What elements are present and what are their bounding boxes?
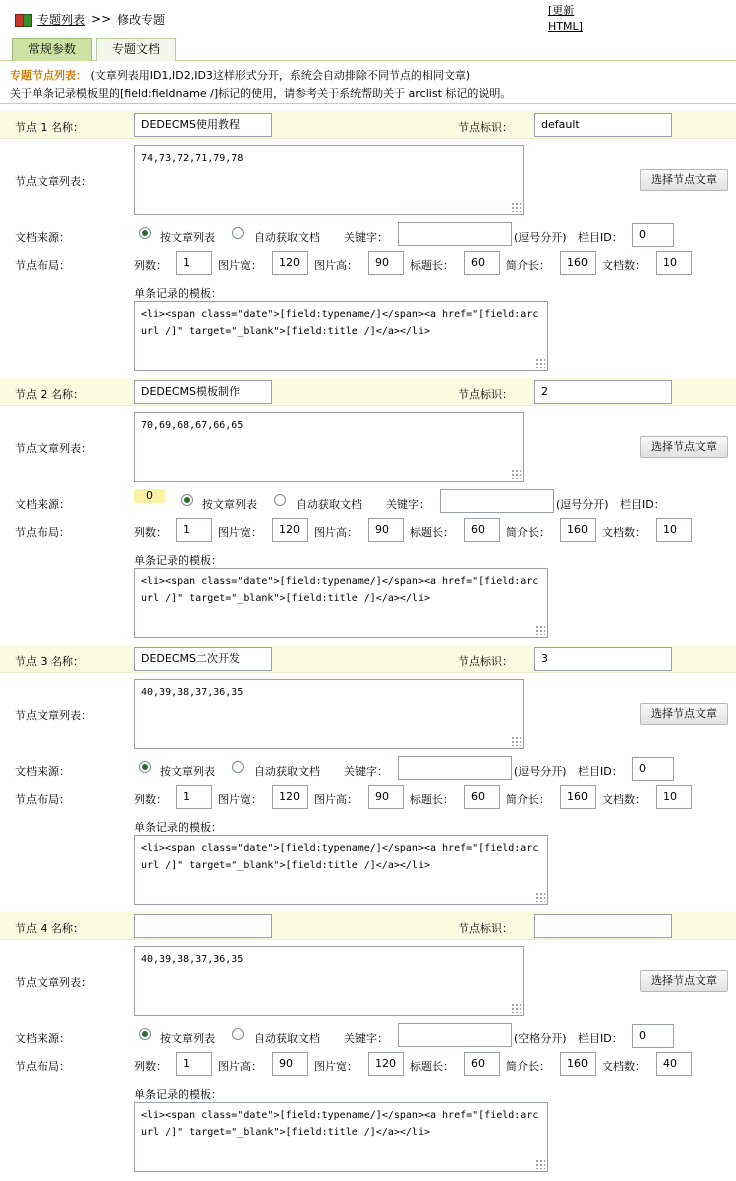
layout-field-input[interactable]: 160 <box>560 251 596 275</box>
doc-source-label: 文档来源： <box>15 498 70 511</box>
keyword-input[interactable] <box>398 222 512 246</box>
record-template-value: <li><span class="date">[field:typename/]</span><a href="[field:arcurl /]" target="_blank">[field:title /]</a></li> <box>141 576 539 604</box>
layout-field-input[interactable]: 1 <box>176 785 212 809</box>
layout-field-label: 图片高： <box>314 793 358 806</box>
typeid-label: 栏目ID： <box>620 498 665 511</box>
node-id-label: 节点标识： <box>458 121 513 134</box>
resize-grip-icon[interactable] <box>535 892 545 902</box>
node-layout-label: 节点布局： <box>15 793 70 806</box>
node-name-label: 节点 4 名称： <box>15 922 84 935</box>
node-article-list-value: 40,39,38,37,36,35 <box>141 687 244 698</box>
typeid-label: 栏目ID： <box>578 1032 623 1045</box>
node-section-1 <box>0 111 736 373</box>
source-by-list-radio[interactable] <box>139 761 151 773</box>
layout-field-input[interactable]: 160 <box>560 785 596 809</box>
layout-field-input[interactable]: 60 <box>464 785 500 809</box>
keyword-separator-hint: (逗号分开) <box>514 231 567 244</box>
layout-field-label: 列数： <box>134 526 167 539</box>
node-layout-label: 节点布局： <box>15 526 70 539</box>
layout-field-input[interactable]: 60 <box>464 1052 500 1076</box>
layout-field-label: 文档数： <box>602 259 646 272</box>
source-by-list-radio[interactable] <box>139 227 151 239</box>
source-auto-radio[interactable] <box>274 494 286 506</box>
layout-field-label: 图片高： <box>218 1060 262 1073</box>
node-article-list-label: 节点文章列表： <box>15 709 92 722</box>
select-node-articles-button[interactable]: 选择节点文章 <box>640 703 728 725</box>
resize-grip-icon[interactable] <box>511 469 521 479</box>
keyword-label: 关键字： <box>344 231 388 244</box>
layout-field-label: 图片宽： <box>218 526 262 539</box>
record-template-label: 单条记录的模板： <box>134 1088 222 1101</box>
record-template-textarea[interactable] <box>134 835 548 905</box>
layout-field-label: 简介长： <box>506 259 550 272</box>
node-id-label: 节点标识： <box>458 655 513 668</box>
node-article-list-textarea[interactable] <box>134 412 524 482</box>
keyword-separator-hint: (逗号分开) <box>514 765 567 778</box>
node-name-input[interactable]: DEDECMS二次开发 <box>134 647 272 671</box>
layout-field-label: 图片宽： <box>218 793 262 806</box>
typeid-input[interactable]: 0 <box>632 1024 674 1048</box>
layout-field-input[interactable]: 40 <box>656 1052 692 1076</box>
layout-field-input[interactable]: 160 <box>560 518 596 542</box>
node-id-label: 节点标识： <box>458 922 513 935</box>
record-template-label: 单条记录的模板： <box>134 554 222 567</box>
layout-field-input[interactable]: 90 <box>368 251 404 275</box>
source-auto-radio[interactable] <box>232 227 244 239</box>
resize-grip-icon[interactable] <box>535 625 545 635</box>
layout-field-input[interactable]: 90 <box>368 785 404 809</box>
typeid-input[interactable]: 0 <box>632 223 674 247</box>
record-template-textarea[interactable] <box>134 1102 548 1172</box>
layout-field-label: 标题长： <box>410 526 454 539</box>
keyword-input[interactable] <box>398 756 512 780</box>
layout-field-input[interactable]: 90 <box>272 1052 308 1076</box>
layout-field-label: 标题长： <box>410 793 454 806</box>
layout-field-input[interactable]: 1 <box>176 251 212 275</box>
node-name-input[interactable]: DEDECMS使用教程 <box>134 113 272 137</box>
node-layout-label: 节点布局： <box>15 259 70 272</box>
select-node-articles-button[interactable]: 选择节点文章 <box>640 970 728 992</box>
resize-grip-icon[interactable] <box>511 1003 521 1013</box>
layout-field-label: 文档数： <box>602 793 646 806</box>
layout-field-label: 图片高： <box>314 259 358 272</box>
node-article-list-textarea[interactable] <box>134 145 524 215</box>
layout-field-label: 文档数： <box>602 526 646 539</box>
layout-field-label: 图片宽： <box>314 1060 358 1073</box>
layout-field-input[interactable]: 1 <box>176 1052 212 1076</box>
divider <box>0 103 736 104</box>
node-layout-label: 节点布局： <box>15 1060 70 1073</box>
typeid-badge: 0 <box>134 489 165 503</box>
refresh-html-link[interactable]: [更新HTML] <box>548 4 583 33</box>
layout-field-input[interactable]: 90 <box>368 518 404 542</box>
resize-grip-icon[interactable] <box>535 1159 545 1169</box>
tab-bar <box>0 36 736 61</box>
layout-field-label: 图片高： <box>314 526 358 539</box>
layout-field-label: 图片宽： <box>218 259 262 272</box>
source-by-list-label: 按文章列表 <box>160 765 215 778</box>
breadcrumb-current: 修改专题 <box>117 12 166 27</box>
layout-field-input[interactable]: 160 <box>560 1052 596 1076</box>
source-auto-label: 自动获取文档 <box>254 765 320 778</box>
breadcrumb-topic-list-link[interactable]: 专题列表 <box>37 12 86 27</box>
typeid-label: 栏目ID： <box>578 231 623 244</box>
node-id-input[interactable] <box>534 914 672 938</box>
record-template-textarea[interactable] <box>134 301 548 371</box>
layout-field-label: 标题长： <box>410 1060 454 1073</box>
tab-general-params[interactable]: 常规参数 <box>12 38 92 61</box>
source-auto-label: 自动获取文档 <box>254 231 320 244</box>
node-article-list-label: 节点文章列表： <box>15 175 92 188</box>
node-list-hint <box>10 67 730 103</box>
book-icon <box>15 13 31 26</box>
node-name-label: 节点 3 名称： <box>15 655 84 668</box>
layout-field-input[interactable]: 120 <box>368 1052 404 1076</box>
node-section-4 <box>0 912 736 1174</box>
keyword-label: 关键字： <box>344 1032 388 1045</box>
typeid-label: 栏目ID： <box>578 765 623 778</box>
layout-field-label: 简介长： <box>506 526 550 539</box>
node-id-input[interactable]: 3 <box>534 647 672 671</box>
source-auto-radio[interactable] <box>232 761 244 773</box>
node-article-list-textarea[interactable] <box>134 679 524 749</box>
layout-field-input[interactable]: 10 <box>656 251 692 275</box>
hint-line2: 关于单条记录模板里的[field:fieldname /]标记的使用，请参考关于系统帮助关于 arclist 标记的说明。 <box>10 87 512 100</box>
layout-field-label: 列数： <box>134 793 167 806</box>
keyword-input[interactable] <box>440 489 554 513</box>
layout-field-input[interactable]: 120 <box>272 785 308 809</box>
select-node-articles-button[interactable]: 选择节点文章 <box>640 436 728 458</box>
source-auto-label: 自动获取文档 <box>296 498 362 511</box>
record-template-value: <li><span class="date">[field:typename/]</span><a href="[field:arcurl /]" target="_blank">[field:title /]</a></li> <box>141 843 539 871</box>
breadcrumb <box>15 10 165 28</box>
breadcrumb-separator: >> <box>91 12 112 26</box>
layout-field-input[interactable]: 120 <box>272 518 308 542</box>
layout-field-label: 简介长： <box>506 1060 550 1073</box>
keyword-input[interactable] <box>398 1023 512 1047</box>
node-id-input[interactable]: default <box>534 113 672 137</box>
node-name-label: 节点 1 名称： <box>15 121 84 134</box>
node-section-3 <box>0 645 736 907</box>
node-id-input[interactable]: 2 <box>534 380 672 404</box>
doc-source-label: 文档来源： <box>15 1032 70 1045</box>
node-id-label: 节点标识： <box>458 388 513 401</box>
source-auto-label: 自动获取文档 <box>254 1032 320 1045</box>
record-template-label: 单条记录的模板： <box>134 287 222 300</box>
select-node-articles-button[interactable]: 选择节点文章 <box>640 169 728 191</box>
record-template-label: 单条记录的模板： <box>134 821 222 834</box>
keyword-separator-hint: (空格分开) <box>514 1032 567 1045</box>
layout-field-input[interactable]: 120 <box>272 251 308 275</box>
node-name-input[interactable] <box>134 914 272 938</box>
node-article-list-label: 节点文章列表： <box>15 442 92 455</box>
node-article-list-value: 74,73,72,71,79,78 <box>141 153 244 164</box>
node-name-label: 节点 2 名称： <box>15 388 84 401</box>
record-template-textarea[interactable] <box>134 568 548 638</box>
source-by-list-radio[interactable] <box>139 1028 151 1040</box>
source-by-list-label: 按文章列表 <box>160 231 215 244</box>
hint-line1: (文章列表用ID1,ID2,ID3这样形式分开，系统会自动排除不同节点的相同文章) <box>90 69 471 82</box>
doc-source-label: 文档来源： <box>15 231 70 244</box>
layout-field-input[interactable]: 10 <box>656 785 692 809</box>
node-article-list-textarea[interactable] <box>134 946 524 1016</box>
source-auto-radio[interactable] <box>232 1028 244 1040</box>
keyword-label: 关键字： <box>344 765 388 778</box>
layout-field-input[interactable]: 60 <box>464 518 500 542</box>
hint-title: 专题节点列表： <box>10 69 87 82</box>
node-article-list-value: 40,39,38,37,36,35 <box>141 954 244 965</box>
source-by-list-radio[interactable] <box>181 494 193 506</box>
resize-grip-icon[interactable] <box>511 736 521 746</box>
source-by-list-label: 按文章列表 <box>160 1032 215 1045</box>
doc-source-label: 文档来源： <box>15 765 70 778</box>
layout-field-label: 简介长： <box>506 793 550 806</box>
layout-field-label: 标题长： <box>410 259 454 272</box>
resize-grip-icon[interactable] <box>511 202 521 212</box>
typeid-input[interactable]: 0 <box>632 757 674 781</box>
layout-field-input[interactable]: 60 <box>464 251 500 275</box>
node-article-list-label: 节点文章列表： <box>15 976 92 989</box>
keyword-separator-hint: (逗号分开) <box>556 498 609 511</box>
node-section-2 <box>0 378 736 640</box>
tab-topic-documents[interactable]: 专题文档 <box>96 38 176 61</box>
node-name-input[interactable]: DEDECMS模板制作 <box>134 380 272 404</box>
layout-field-label: 列数： <box>134 259 167 272</box>
node-article-list-value: 70,69,68,67,66,65 <box>141 420 244 431</box>
layout-field-input[interactable]: 1 <box>176 518 212 542</box>
resize-grip-icon[interactable] <box>535 358 545 368</box>
layout-field-label: 文档数： <box>602 1060 646 1073</box>
source-by-list-label: 按文章列表 <box>202 498 257 511</box>
record-template-value: <li><span class="date">[field:typename/]</span><a href="[field:arcurl /]" target="_blank">[field:title /]</a></li> <box>141 309 539 337</box>
layout-field-label: 列数： <box>134 1060 167 1073</box>
keyword-label: 关键字： <box>386 498 430 511</box>
record-template-value: <li><span class="date">[field:typename/]</span><a href="[field:arcurl /]" target="_blank">[field:title /]</a></li> <box>141 1110 539 1138</box>
layout-field-input[interactable]: 10 <box>656 518 692 542</box>
